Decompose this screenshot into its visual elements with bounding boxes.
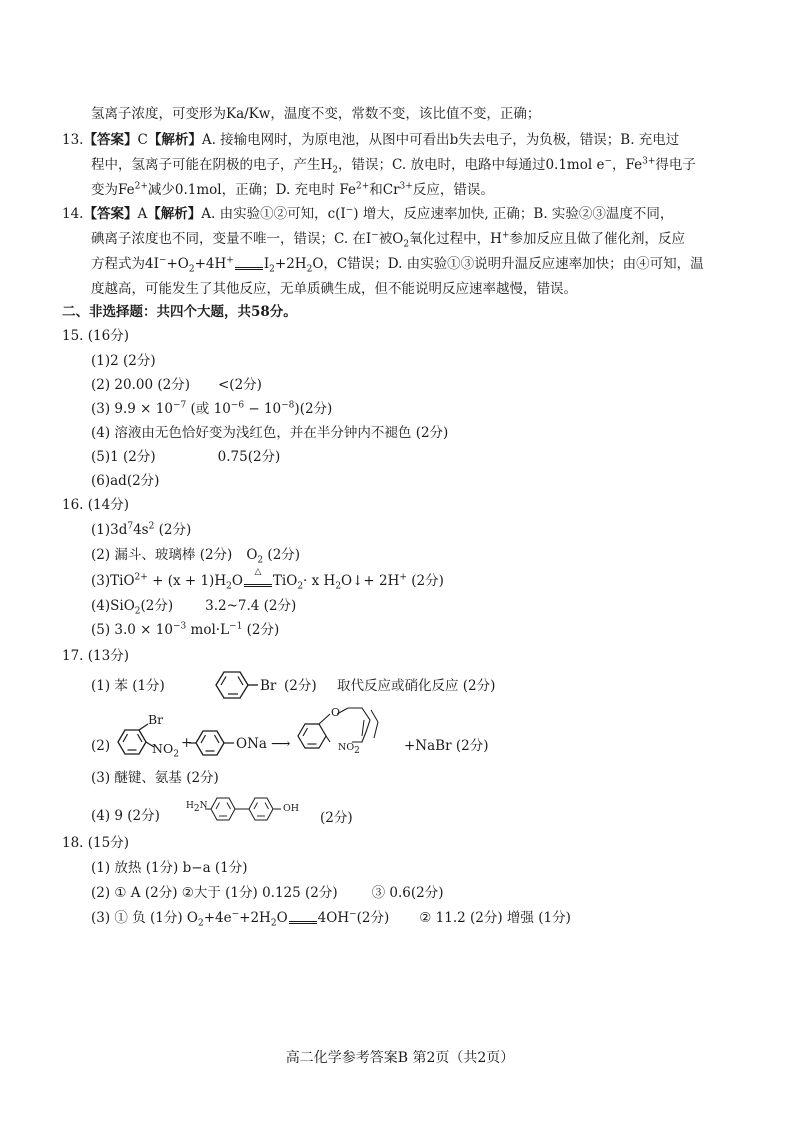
q18-a3a: (3) ① 负 (1分) O xyxy=(91,910,198,926)
q16-a3c: O xyxy=(231,573,243,589)
q18-a3c: +2H xyxy=(239,910,271,926)
q16-a3h: (2分) xyxy=(406,573,444,589)
sup-minus: − xyxy=(158,255,167,266)
q14-answer: A xyxy=(137,206,148,222)
q16-a3g: O↓+ 2H xyxy=(341,573,400,589)
q17-a1c: 取代反应或硝化反应 (2分) xyxy=(337,678,496,694)
h2n-sub: 2 xyxy=(193,803,200,814)
heat-arrow xyxy=(243,567,273,591)
q15-a2b: <(2分) xyxy=(217,377,262,393)
q16-a5-exp2: −1 xyxy=(229,621,243,632)
q15-a3-exp1: −7 xyxy=(172,400,187,411)
q17-a1a: (1) 苯 (1分) xyxy=(91,678,165,694)
sub-2: 2 xyxy=(403,239,410,250)
q16-a3-sub3: 2 xyxy=(335,581,342,592)
q14-line3 xyxy=(91,254,704,274)
q16-a1b: 4s xyxy=(133,522,149,538)
q16-a4 xyxy=(91,596,296,616)
q16-a3f: · x H xyxy=(303,573,336,589)
q13-line3 xyxy=(91,180,494,200)
q15-a1: (1)2 (2分) xyxy=(91,353,156,369)
q14-num: 14. xyxy=(62,206,84,222)
q16-a3 xyxy=(91,567,444,592)
q15-a3-exp2: −6 xyxy=(230,400,245,411)
q16-a1 xyxy=(91,520,191,540)
q16-a2 xyxy=(91,545,300,565)
q14-text-2d: 参加反应且做了催化剂，反应 xyxy=(509,231,685,247)
q13-analysis-tag: 【解析】 xyxy=(147,132,202,148)
page-footer: 高二化学参考答案B 第2页（共2页） xyxy=(285,1050,515,1066)
q17-a2num: (2) xyxy=(91,738,111,754)
q14-text-1a: A. 由实验①②可知，c(I xyxy=(201,206,346,222)
q16-a2b: O xyxy=(246,547,258,563)
q14-analysis-tag: 【解析】 xyxy=(147,206,202,222)
q13-text-2a: 程中，氢离子可能在阴极的电子，产生H xyxy=(91,157,333,173)
q15-a3-exp3: −8 xyxy=(281,400,295,411)
q18-a2 xyxy=(91,883,444,903)
q13-line2 xyxy=(91,155,696,175)
q14-text-2a: 碘离子浓度也不同，变量不唯一，错误；C. 在I xyxy=(91,231,372,247)
q13-text-1: A. 接输电网时，为原电池，从图中可看出b失去电子，为负极，错误；B. 充电过 xyxy=(201,132,680,148)
q14-line2 xyxy=(91,229,685,249)
sub-2: 2 xyxy=(269,264,275,275)
q16-a2c: (2分) xyxy=(263,547,301,563)
q16-a1-exp2: 2 xyxy=(148,521,155,532)
q13-answer-tag: 【答案】 xyxy=(83,132,138,148)
sup-plus: + xyxy=(501,230,510,241)
no2-sub: 2 xyxy=(173,749,179,760)
q16-a3-exp2: + xyxy=(399,572,407,583)
q18-a2b: ③ 0.6(2分) xyxy=(371,885,444,901)
q17-a2c: +NaBr (2分) xyxy=(404,738,489,754)
q16-a5a: (5) 3.0 × 10 xyxy=(91,622,173,638)
q17-a2-ona: ONa xyxy=(236,736,267,752)
no2b-label: NO xyxy=(338,742,355,753)
q16-a1a: (1)3d xyxy=(91,522,128,538)
heat-symbol: △ xyxy=(254,567,262,577)
diaryl-ether-structure xyxy=(292,698,402,776)
q15-a3-text: (3) 9.9 × 10 xyxy=(91,401,173,417)
q18-a3g: (2分) xyxy=(356,910,390,926)
h2n-h: H xyxy=(186,801,194,811)
q17-a3: (3) 醚键、氨基 (2分) xyxy=(91,770,219,786)
q14-text-3a: 方程式为4I xyxy=(91,256,159,272)
sup-minus: − xyxy=(371,230,379,241)
q16-a4a: (4)SiO xyxy=(91,598,135,614)
q13-text-2b: ，错误；C. 放电时，电路中每通过0.1mol e xyxy=(338,157,605,173)
q16-a3-sub: 2 xyxy=(226,581,232,592)
q17-a4-oh: OH xyxy=(283,803,300,814)
sub-2: 2 xyxy=(188,264,195,275)
q18-a3f: 4OH xyxy=(317,910,350,926)
q18-a3-sub2: 2 xyxy=(270,918,277,929)
q18-a1: (1) 放热 (1分) b−a (1分) xyxy=(91,860,248,876)
q17-header: 17. (13分) xyxy=(62,648,129,664)
q15-a3 xyxy=(91,399,332,419)
q16-a3b: + (x + 1)H xyxy=(147,573,227,589)
q17-a2-no2b xyxy=(338,738,360,758)
q18-a3 xyxy=(91,908,571,928)
h2n-n: N xyxy=(199,801,208,811)
q13-text-3b: 减少0.1mol，正确；D. 充电时 Fe xyxy=(147,182,356,198)
q14-text-1b: ) 增大，反应速率加快, 正确；B. 实验②③温度不同， xyxy=(353,206,674,222)
q16-a5 xyxy=(91,620,279,640)
q18-a3b: +4e xyxy=(203,910,232,926)
q17-a2-no2 xyxy=(152,739,179,759)
section-title: 二、非选择题：共四个大题，共58分。 xyxy=(62,304,297,320)
q16-a5-exp: −3 xyxy=(172,621,187,632)
q17-a4a: (4) 9 (2分) xyxy=(91,808,160,824)
q13-line1 xyxy=(62,130,679,150)
no2-label: NO xyxy=(152,741,174,756)
q13-text-3d: 反应，错误。 xyxy=(412,182,494,198)
q18-a3-sub: 2 xyxy=(197,918,204,929)
sub-2: 2 xyxy=(306,264,313,275)
q15-a5b: 0.75(2分) xyxy=(217,449,281,465)
q18-header: 18. (15分) xyxy=(62,835,129,851)
q14-text-3c: +4H xyxy=(194,256,227,272)
q17-a4b: (2分) xyxy=(320,810,353,826)
q15-a5 xyxy=(91,447,280,467)
q13-text-3c: 和Cr xyxy=(369,182,400,198)
sup-2plus: 2+ xyxy=(134,181,148,192)
q16-a1-exp1: 7 xyxy=(127,521,134,532)
equals-sign xyxy=(235,259,263,270)
q15-a3-next: − 10 xyxy=(244,401,282,417)
q16-a2a: (2) 漏斗、玻璃棒 (2分) xyxy=(91,547,233,563)
q17-a2-plus: + xyxy=(181,735,193,751)
q13-num: 13. xyxy=(62,132,84,148)
q14-text-2c: 氧化过程中，H xyxy=(409,231,502,247)
q18-a3-exp2: − xyxy=(349,909,357,920)
q16-a3-exp: 2+ xyxy=(134,572,148,583)
q16-a4b: (2分) xyxy=(140,598,174,614)
q14-text-3b: +O xyxy=(166,256,189,272)
q13-answer: C xyxy=(137,132,148,148)
q15-a2 xyxy=(91,375,262,395)
q15-header: 15. (16分) xyxy=(62,328,129,344)
q17-a2-ether-o: O xyxy=(331,706,341,719)
q16-header: 16. (14分) xyxy=(62,497,129,513)
q12-tail: 氢离子浓度，可变形为Ka/Kw，温度不变，常数不变，该比值不变，正确； xyxy=(91,106,541,122)
sup-minus: − xyxy=(604,156,612,167)
q18-a3-exp: − xyxy=(231,909,240,920)
q18-a3d: O xyxy=(276,910,288,926)
q16-a3-sub2: 2 xyxy=(297,581,304,592)
q15-a3-tail: )(2分) xyxy=(294,401,333,417)
q16-a4-sub: 2 xyxy=(134,606,141,617)
q14-text-3d: I xyxy=(263,256,270,272)
q16-a2-sub: 2 xyxy=(257,555,264,566)
q16-a3a: (3)TiO xyxy=(91,573,135,589)
q14-text-3e: +2H xyxy=(274,256,307,272)
sup-2plus: 2+ xyxy=(355,181,370,192)
sub-2: 2 xyxy=(332,165,339,176)
q15-a2a: (2) 20.00 (2分) xyxy=(91,377,190,393)
q18-a2a: (2) ① A (2分) ②大于 (1分) 0.125 (2分) xyxy=(91,885,338,901)
q15-a6: (6)ad(2分) xyxy=(91,473,160,489)
q15-a4: (4) 溶液由无色恰好变为浅红色，并在半分钟内不褪色 (2分) xyxy=(91,425,449,441)
q16-a3d: TiO xyxy=(272,573,298,589)
q14-answer-tag: 【答案】 xyxy=(83,206,138,222)
q16-a5c: (2分) xyxy=(242,622,280,638)
q16-a1c: (2分) xyxy=(154,522,192,538)
q13-text-3a: 变为Fe xyxy=(91,182,135,198)
q17-a1b: (2分) xyxy=(284,678,317,694)
q14-line1 xyxy=(62,204,673,224)
q17-a2-br: Br xyxy=(148,712,164,727)
sup-minus: − xyxy=(345,205,354,216)
q14-text-3f: O，C错误；D. 由实验①③说明升温反应速率加快；由④可知，温 xyxy=(312,256,704,272)
q17-a2-arrow: ⟶ xyxy=(271,736,291,752)
q15-a3-mid: (或 10 xyxy=(186,401,231,417)
q13-text-2d: 得电子 xyxy=(655,157,696,173)
q16-a4c: 3.2~7.4 (2分) xyxy=(205,598,297,614)
q14-text-2b: 被O xyxy=(378,231,404,247)
sodium-phenoxide-structure xyxy=(188,723,238,763)
no2b-sub: 2 xyxy=(354,745,360,756)
q15-a5a: (5)1 (2分) xyxy=(91,449,156,465)
sup-plus: + xyxy=(226,255,234,266)
q13-text-2c: ，Fe xyxy=(612,157,643,173)
q18-a3h: ② 11.2 (2分) 增强 (1分) xyxy=(419,910,571,926)
q17-a1-br: Br xyxy=(260,678,277,694)
q14-line4: 度越高，可能发生了其他反应，无单质碘生成，但不能说明反应速率越慢，错误。 xyxy=(91,281,577,297)
equals-sign xyxy=(289,913,317,924)
q16-a5b: mol·L xyxy=(186,622,230,638)
sup-3plus: 3+ xyxy=(399,181,413,192)
sup-3plus: 3+ xyxy=(642,156,656,167)
